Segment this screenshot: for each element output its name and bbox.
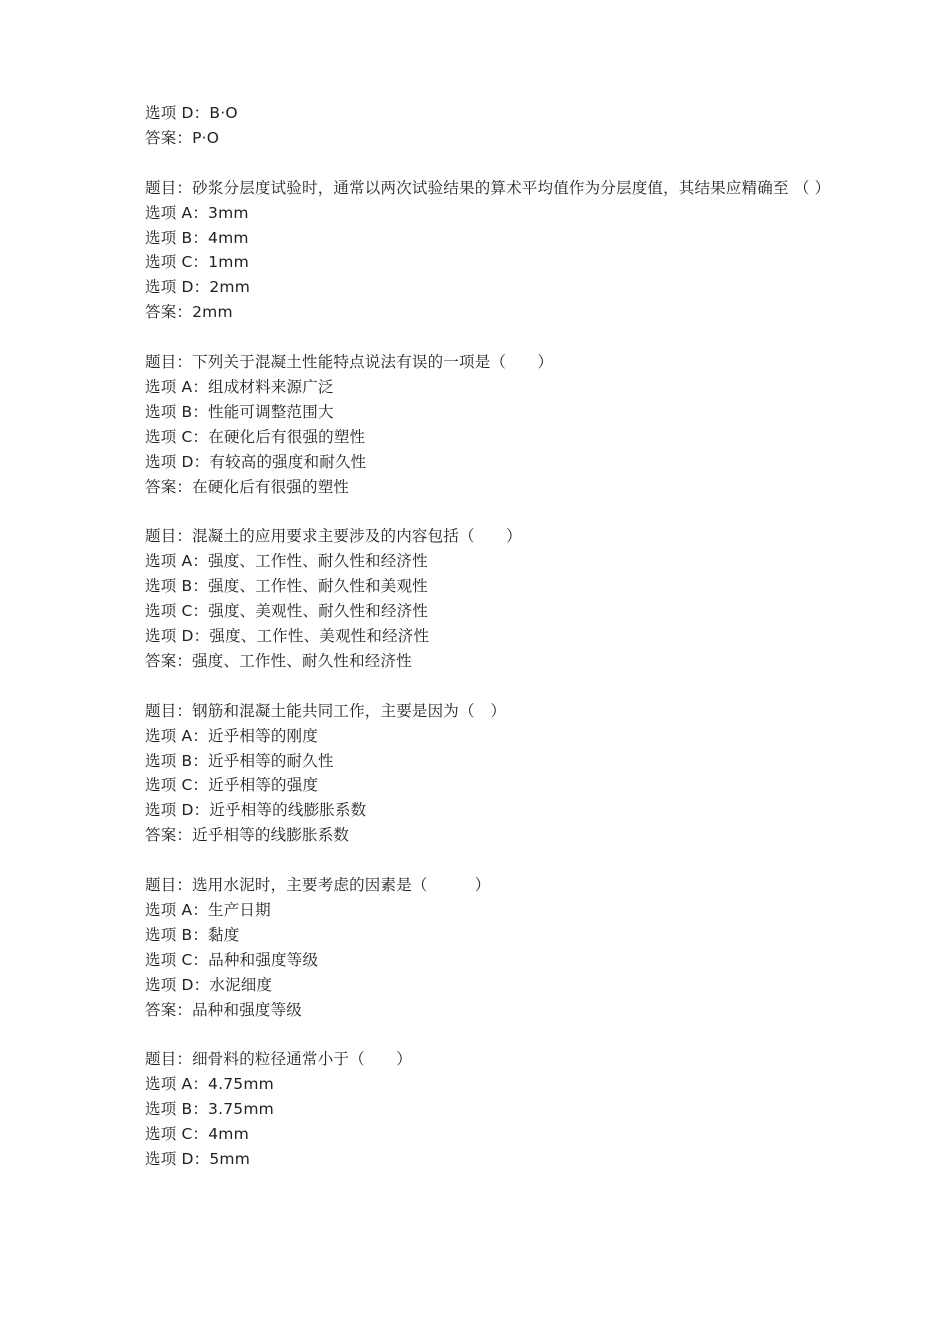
question-title: 题目：混凝土的应用要求主要涉及的内容包括（ ）	[145, 527, 522, 546]
option-a: 选项 A：组成材料来源广泛	[145, 377, 334, 396]
option-d: 选项 D：有较高的强度和耐久性	[145, 452, 367, 471]
spacer	[145, 151, 825, 176]
option-d: 选项 D：5mm	[145, 1149, 251, 1168]
lead-block	[145, 101, 825, 151]
question-title: 题目：细骨料的粒径通常小于（ ）	[145, 1050, 412, 1069]
option-d: 选项 D：水泥细度	[145, 975, 273, 994]
option-b: 选项 B：3.75mm	[145, 1100, 274, 1119]
option-c: 选项 C：1mm	[145, 253, 249, 272]
answer: 答案：近乎相等的线膨胀系数	[145, 826, 350, 845]
answer: 答案：在硬化后有很强的塑性	[145, 477, 350, 496]
spacer	[145, 499, 825, 524]
option-b: 选项 B：性能可调整范围大	[145, 402, 334, 421]
option-d: 选项 D：强度、工作性、美观性和经济性	[145, 626, 430, 645]
option-c: 选项 C：4mm	[145, 1125, 249, 1144]
spacer	[145, 674, 825, 699]
option-c: 选项 C：近乎相等的强度	[145, 776, 319, 795]
option-b: 选项 B：近乎相等的耐久性	[145, 751, 334, 770]
question-5	[145, 873, 825, 1022]
document-page	[145, 101, 831, 1172]
question-3	[145, 524, 825, 673]
question-title: 题目：砂浆分层度试验时，通常以两次试验结果的算术平均值作为分层度值，其结果应精确至 （ ）	[145, 178, 831, 197]
question-4	[145, 699, 825, 848]
option-a: 选项 A：生产日期	[145, 900, 271, 919]
answer: 答案：品种和强度等级	[145, 1000, 303, 1019]
question-6	[145, 1047, 825, 1172]
answer: 答案：2mm	[145, 303, 233, 322]
option-b: 选项 B：4mm	[145, 228, 249, 247]
question-1	[145, 176, 831, 325]
option-a: 选项 A：4.75mm	[145, 1075, 274, 1094]
option-d: 选项 D：近乎相等的线膨胀系数	[145, 801, 367, 820]
question-title: 题目：选用水泥时，主要考虑的因素是（ ）	[145, 876, 491, 895]
option-a: 选项 A：强度、工作性、耐久性和经济性	[145, 552, 428, 571]
question-title: 题目：下列关于混凝土性能特点说法有误的一项是（ ）	[145, 353, 554, 372]
question-2	[145, 350, 825, 499]
spacer	[145, 1022, 825, 1047]
spacer	[145, 848, 825, 873]
option-c: 选项 C：品种和强度等级	[145, 950, 319, 969]
option-d: 选项 D：B·O	[145, 104, 238, 122]
option-a: 选项 A：3mm	[145, 203, 249, 222]
option-c: 选项 C：强度、美观性、耐久性和经济性	[145, 602, 429, 621]
question-title: 题目：钢筋和混凝土能共同工作，主要是因为（ ）	[145, 701, 507, 720]
option-b: 选项 B：强度、工作性、耐久性和美观性	[145, 577, 428, 596]
answer: 答案：强度、工作性、耐久性和经济性	[145, 651, 412, 670]
option-b: 选项 B：黏度	[145, 925, 240, 944]
option-c: 选项 C：在硬化后有很强的塑性	[145, 427, 366, 446]
option-a: 选项 A：近乎相等的刚度	[145, 726, 318, 745]
spacer	[145, 325, 825, 350]
answer: 答案：P·O	[145, 128, 220, 147]
option-d: 选项 D：2mm	[145, 278, 251, 297]
